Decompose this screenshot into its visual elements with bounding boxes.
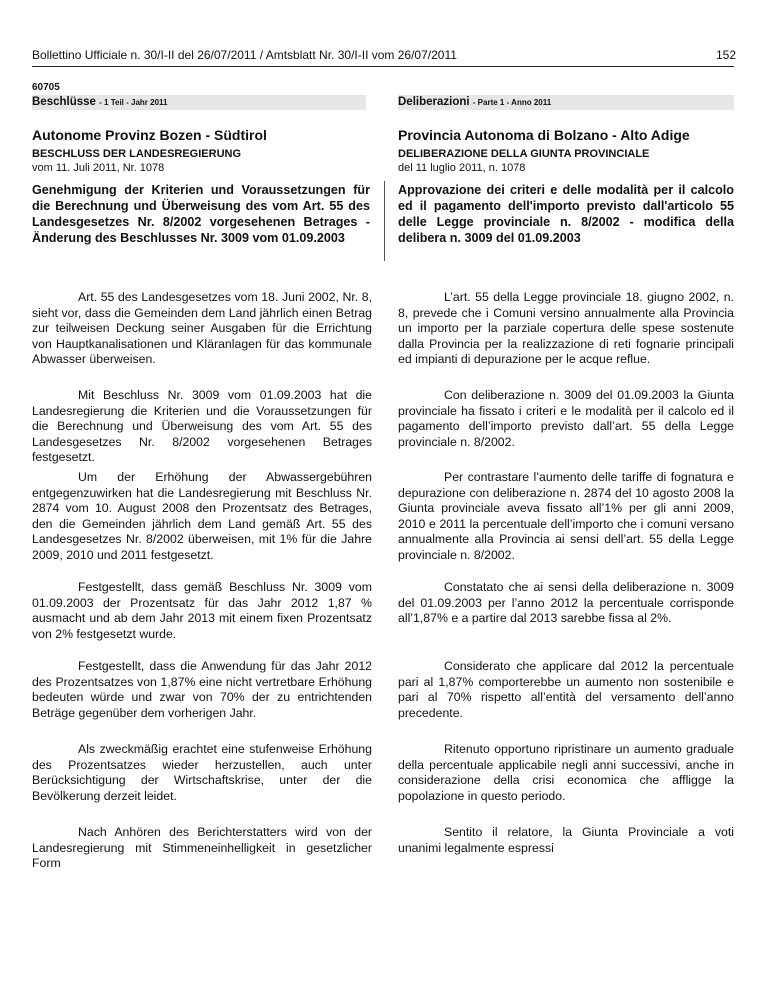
authority-german: Autonome Provinz Bozen - Südtirol [32,127,267,143]
subject-divider [384,181,385,261]
paragraph-italian-6: Ritenuto opportuno ripristinare un aumento graduale della percentuale applicabile negli anni successivi, anche in considerazione della crisi economica che affligge la popolazione in questo periodo. [398,742,734,803]
page-number: 152 [715,48,736,62]
paragraph-german-6: Als zweckmäßig erachtet eine stufenweise Erhöhung des Prozentsatzes wieder herzustellen, auch unter Berücksichtigung der Wirtschaftskrise, unter der die Bevölkerung derzeit leidet. [32,742,372,803]
paragraph-german-3: Um der Erhöhung der Abwassergebühren entgegenzuwirken hat die Landesregierung mit Beschluss Nr. 2874 vom 10. August 2008 den Prozentsatz des Betrages, den die Gemeinden jährlich dem Land gemäß Art. 55 des Landesgesetzes Nr. 8/2002 überweisen, mit 1% für die Jahre 2009, 2010 und 2011 festgesetzt. [32,470,372,562]
section-title-italian: Deliberazioni [398,96,470,108]
paragraph-german-1: Art. 55 des Landesgesetzes vom 18. Juni 2002, Nr. 8, sieht vor, dass die Gemeinden dem Land jährlich einen Betrag zur teilweisen Deckung seiner Ausgaben für die Errichtung von Hauptkanalisationen und Kläranlagen für das kommunale Abwasser überweisen. [32,290,372,366]
header-rule [32,66,734,67]
authority-italian: Provincia Autonoma di Bolzano - Alto Adige [398,127,690,143]
subject-italian: Approvazione dei criteri e delle modalità per il calcolo ed il pagamento dell'importo previsto dall'articolo 55 delle Legge provinciale n. 8/2002 - modifica della delibera n. 3009 del 01.09.2003 [398,183,734,245]
paragraph-german-5: Festgestellt, dass die Anwendung für das Jahr 2012 des Prozentsatzes von 1,87% eine nicht vertretbare Erhöhung bedeuten würde und zwar von 70% der zu entrichtenden Beträge gegenüber dem vorherigen Jahr. [32,659,372,720]
document-code: 60705 [32,82,60,93]
doc-date-german: vom 11. Juli 2011, Nr. 1078 [32,162,165,174]
paragraph-italian-3: Per contrastare l’aumento delle tariffe di fognatura e depurazione con deliberazione n. 2874 del 10 agosto 2008 la Giunta provinciale aveva fissato all’1% per gli anni 2009, 2010 e 2011 la percentuale dell’importo che i comuni versano annualmente alla Provincia ai sensi dell’art. 55 della Legge provinciale n. 8/2002. [398,470,734,562]
paragraph-italian-5: Considerato che applicare dal 2012 la percentuale pari al 1,87% comporterebbe un aumento non sostenibile e pari al 70% rispetto all’entità del versamento dell’anno precedente. [398,659,734,720]
doc-type-german: BESCHLUSS DER LANDESREGIERUNG [32,148,242,160]
paragraph-italian-7: Sentito il relatore, la Giunta Provinciale a voti unanimi legalmente espressi [398,825,734,855]
paragraph-italian-1: L’art. 55 della Legge provinciale 18. giugno 2002, n. 8, prevede che i Comuni versino annualmente alla Provincia un importo per la parziale copertura delle spese sostenute dalla Provincia per la realizzazione di reti fognarie principali ed impianti di depurazione per le acque reflue. [398,290,734,366]
section-bar-german [32,95,366,110]
doc-date-italian: del 11 luglio 2011, n. 1078 [398,162,526,174]
section-bar-italian [398,95,734,110]
paragraph-german-7: Nach Anhören des Berichterstatters wird von der Landesregierung mit Stimmeneinhelligkeit in gesetzlicher Form [32,825,372,870]
running-header: Bollettino Ufficiale n. 30/I-II del 26/07/2011 / Amtsblatt Nr. 30/I-II vom 26/07/2011 [32,48,457,62]
subject-german: Genehmigung der Kriterien und Voraussetzungen für die Berechnung und Überweisung des vom Art. 55 des Landesgesetzes Nr. 8/2002 vorgesehenen Betrages - Änderung des Beschlusses Nr. 3009 vom 01.09.2003 [32,183,370,245]
doc-type-italian: DELIBERAZIONE DELLA GIUNTA PROVINCIALE [398,148,650,160]
section-title-german: Beschlüsse [32,96,96,108]
paragraph-italian-2: Con deliberazione n. 3009 del 01.09.2003 la Giunta provinciale ha fissato i criteri e le modalità per il calcolo ed il pagamento dell’importo previsto dall’art. 55 della Legge provinciale n. 8/2002. [398,388,734,449]
paragraph-italian-4: Constatato che ai sensi della deliberazione n. 3009 del 01.09.2003 per l’anno 2012 la percentuale corrisponde all’1,87% e a partire dal 2013 sarebbe fissa al 2%. [398,580,734,625]
paragraph-german-2: Mit Beschluss Nr. 3009 vom 01.09.2003 hat die Landesregierung die Kriterien und die Voraussetzungen für die Berechnung und Überweisung des vom Art. 55 des Landesgesetzes Nr. 8/2002 vorgesehenen Betrages festgesetzt. [32,388,372,464]
paragraph-german-4: Festgestellt, dass gemäß Beschluss Nr. 3009 vom 01.09.2003 der Prozentsatz für das Jahr 2012 1,87 % ausmacht und ab dem Jahr 2013 mit einem fixen Prozentsatz von 2% festgesetzt wurde. [32,580,372,641]
section-subtitle-german: - 1 Teil - Jahr 2011 [99,98,168,107]
section-subtitle-italian: - Parte 1 - Anno 2011 [472,98,552,107]
